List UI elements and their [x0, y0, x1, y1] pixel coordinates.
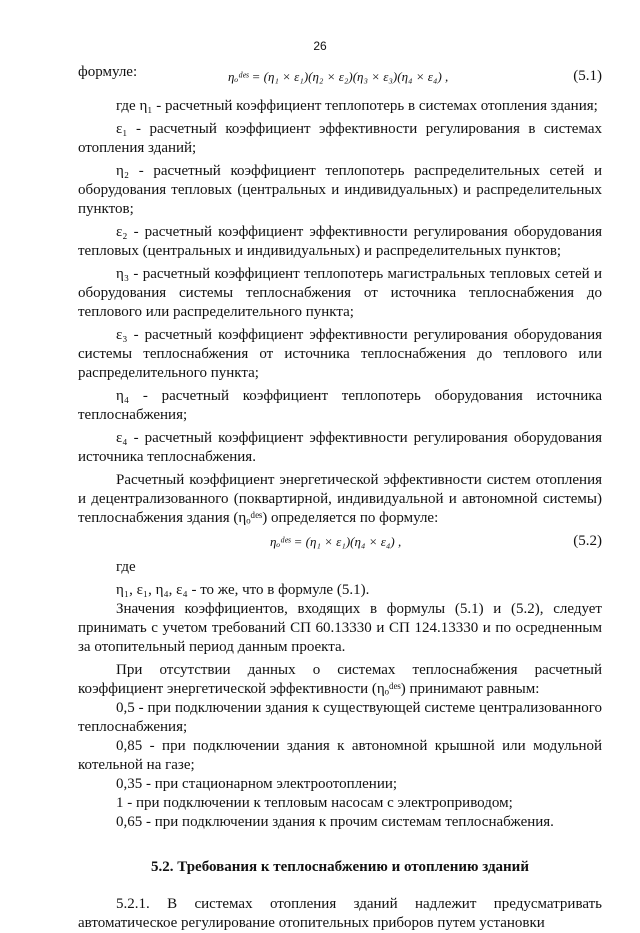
paragraph-5-2-1: 5.2.1. В системах отопления зданий надлежит предусматривать автоматическое регулирование отопительных приборов путем установки	[78, 896, 602, 931]
section-title: 5.2. Требования к теплоснабжению и отоплению зданий	[151, 859, 529, 875]
definition-eps1: ε₁ - расчетный коэффициент эффективности регулирования в системах отопления зданий;	[78, 121, 602, 156]
definition-eps4: ε₄ - расчетный коэффициент эффективности регулирования оборудования источника теплоснабжения.	[78, 430, 602, 465]
definition-eps2: ε₂ - расчетный коэффициент эффективности регулирования оборудования тепловых (центральных и индивидуальных) и распределительных пунктов;	[78, 224, 602, 259]
paragraph-decentral: Расчетный коэффициент энергетической эффективности систем отопления и децентрализованного (поквартирной, индивидуальной и автономной системы) теплоснабжения здания (ηₒᵈᵉˢ) определяется по формуле:	[78, 472, 602, 526]
same-as-note: η₁, ε₁, η₄, ε₄ - то же, что в формуле (5.1).	[116, 582, 370, 598]
definition-eta1: где η₁ - расчетный коэффициент теплопотерь в системах отопления здания;	[116, 98, 598, 114]
value-item: 0,65 - при подключении здания к прочим системам теплоснабжения.	[116, 814, 554, 830]
equation-number: (5.2)	[573, 533, 602, 549]
value-item: 0,5 - при подключении здания к существующей системе централизованного теплоснабжения;	[78, 700, 602, 735]
formula-expression: ηₒᵈᵉˢ = (η₁ × ε₁)(η₂ × ε₂)(η₃ × ε₃)(η₄ × ε₄) ,	[228, 69, 449, 84]
where-label: где	[116, 559, 136, 575]
definition-eta2: η₂ - расчетный коэффициент теплопотерь распределительных сетей и оборудования тепловых (центральных и индивидуальных) и распределительных пунктов;	[78, 163, 602, 217]
page-number: 26	[313, 39, 327, 53]
formula-expression: ηₒᵈᵉˢ = (η₁ × ε₁)(η₄ × ε₄) ,	[270, 534, 402, 549]
value-item: 1 - при подключении к тепловым насосам с электроприводом;	[116, 795, 513, 811]
formula-5-2	[78, 528, 602, 558]
definition-eta3: η₃ - расчетный коэффициент теплопотерь магистральных тепловых сетей и оборудования системы теплоснабжения от источника теплоснабжения до теплового или распределительного пункта;	[78, 266, 602, 320]
paragraph-absent: При отсутствии данных о системах теплоснабжения расчетный коэффициент энергетической эффективности (ηₒᵈᵉˢ) принимают равным:	[78, 662, 602, 697]
value-item: 0,35 - при стационарном электроотоплении;	[116, 776, 398, 792]
definition-eps3: ε₃ - расчетный коэффициент эффективности регулирования оборудования системы теплоснабжения от источника теплоснабжения до теплового или распределительного пункта;	[78, 327, 602, 381]
value-item: 0,85 - при подключении здания к автономной крышной или модульной котельной на газе;	[78, 738, 602, 773]
formula-lead: формуле:	[78, 64, 138, 80]
definition-eta4: η₄ - расчетный коэффициент теплопотерь оборудования источника теплоснабжения;	[78, 388, 602, 423]
formula-5-1	[78, 63, 602, 93]
paragraph-values: Значения коэффициентов, входящих в формулы (5.1) и (5.2), следует принимать с учетом требований СП 60.13330 и СП 124.13330 и по осредненным за отопительный период данным проекта.	[78, 601, 602, 655]
equation-number: (5.1)	[573, 68, 602, 84]
document-body	[78, 63, 602, 933]
